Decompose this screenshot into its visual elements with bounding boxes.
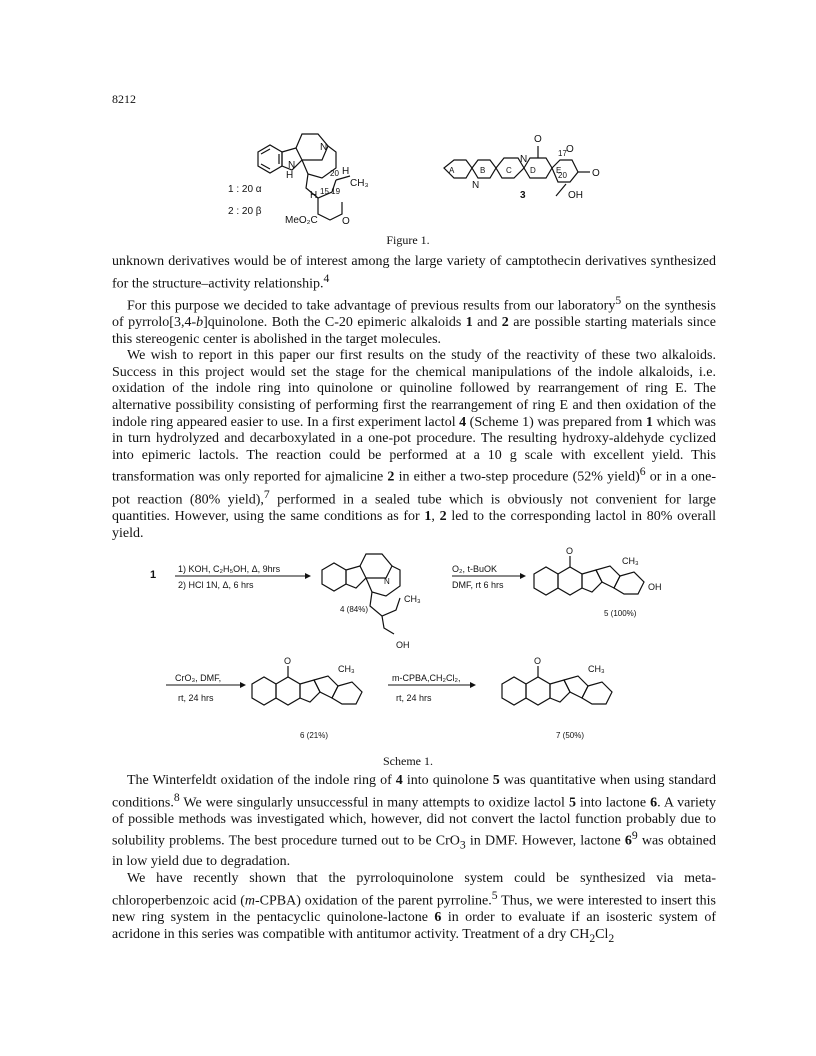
ring-label-d: D (530, 166, 536, 175)
label-n-b: N (472, 180, 480, 191)
label-h15: H (310, 190, 318, 201)
step3-reagents-b: rt, 24 hrs (178, 693, 214, 703)
label-ch3-7: CH₃ (588, 664, 605, 674)
label-compound-2: 2 : 20 β (228, 206, 262, 217)
step4-reagents-a: m-CPBA,CH₂Cl₂, (392, 673, 461, 683)
figure-1-structures (0, 126, 816, 248)
ring-label-b: B (480, 166, 486, 175)
ring-label-c: C (506, 166, 512, 175)
arrowhead-step3 (240, 682, 246, 688)
label-c20: 20 (330, 169, 339, 178)
label-oh-camp: OH (568, 190, 583, 201)
step1-reagents-b: 2) HCl 1N, Δ, 6 hrs (178, 580, 254, 590)
structure-4 (322, 554, 400, 634)
label-oh-5: OH (648, 582, 662, 592)
ring-label-a: A (449, 166, 455, 175)
scheme-caption: Scheme 1. (383, 754, 433, 768)
label-nh-n: N (288, 160, 296, 171)
figure-1 (0, 126, 816, 248)
label-c20-camp: 20 (558, 171, 567, 180)
label-ch3-4: CH₃ (404, 594, 421, 604)
label-nh-h: H (286, 170, 294, 181)
page-number: 8212 (112, 92, 136, 106)
paragraph: We have recently shown that the pyrroloquinolone system could be synthesized via meta-chloroperbenzoic acid (m-CPBA) oxidation of the parent pyrroline.$^5$ Thus, we were interested to insert this new ring system in the pentacyclic quinolone-lactone 6 in order to evaluate if an isosteric system of acridone in this series was compatible with antitumor activity. Treatment of a dry $CH_2Cl_2$ (112, 871, 717, 945)
paragraph: The Winterfeldt oxidation of the indole ring of 4 into quinolone 5 was quantitative when using standard conditions.$^8$ We were singularly unsuccessful in many attempts to oxidize lactol 5 into lactone 6. A variety of possible methods was investigated which, however, did not convert the lactol function probably due to solubility problems. The best procedure turned out to be CrO$_3$ in DMF. However, lactone $6^9$ was obtained in low yield due to degradation. (112, 773, 717, 870)
label-ch3-fig: CH₃ (350, 178, 369, 189)
label-meo2c: MeO₂C (285, 215, 318, 226)
label-c15-19: 15 19 (320, 187, 341, 196)
label-o-7: O (534, 656, 542, 666)
label-c17: 17 (558, 149, 567, 158)
step2-reagents-b: DMF, rt 6 hrs (452, 580, 504, 590)
arrowhead-step1 (305, 573, 311, 579)
step3-reagents-a: CrO₃, DMF, (175, 673, 222, 683)
step4-reagents-b: rt, 24 hrs (396, 693, 432, 703)
step1-reagents-a: 1) KOH, C₂H₅OH, Δ, 9hrs (178, 564, 281, 574)
ring-label-e: E (556, 166, 562, 175)
body-text-top (112, 254, 716, 542)
scheme-1-drawing (0, 546, 816, 760)
paragraph: For this purpose we decided to take advantage of previous results from our laboratory$^5$ on the synthesis of pyrrolo[3,4-b]quinolone. Both the C-20 epimeric alkaloids 1 and 2 are possible starting materials since this stereogenic center is abolished in the target molecules. (112, 293, 716, 347)
label-compound-3: 3 (520, 190, 526, 201)
label-n-ring: N (320, 142, 328, 153)
body-text-bottom (112, 773, 716, 947)
cmpd7-label: 7 (50%) (556, 731, 585, 740)
scheme-1 (0, 546, 816, 760)
scheme-start-1: 1 (150, 569, 157, 581)
label-o-ring: O (342, 216, 350, 227)
label-ch3-6: CH₃ (338, 664, 355, 674)
cmpd5-label: 5 (100%) (604, 609, 637, 618)
cmpd6-label: 6 (21%) (300, 731, 329, 740)
label-o-6: O (284, 656, 292, 666)
cmpd4-label: 4 (84%) (340, 605, 369, 614)
label-h20: H (342, 166, 350, 177)
label-oh-4: OH (396, 640, 410, 650)
figure-caption: Figure 1. (386, 233, 430, 247)
paragraph: We wish to report in this paper our first results on the study of the reactivity of these two alkaloids. Success in this project would set the stage for the chemical manipulations of the indole alkaloids, i.e. oxidation of the indole ring into quinolone or quinoline followed by rearrangement of ring E. The alternative possibility consisting of performing first the rearrangement of ring E and then oxidation of the indole ring appeared easier to use. In a first experiment lactol 4 (Scheme 1) was prepared from 1 which was in turn hydrolyzed and decarboxylated in a one-pot procedure. The resulting hydroxy-aldehyde cyclized into epimeric lactols. The reaction could be performed at a 10 g scale with excellent yield. This transformation was only reported for ajmalicine 2 in either a two-step procedure (52% yield)$^6$ or in a one-pot reaction (80% yield),$^7$ performed in a sealed tube which is obviously not convenient for large quantities. However, using the same conditions as for 1, 2 led to the corresponding lactol in 80% overall yield. (112, 348, 716, 541)
label-o-5: O (566, 546, 574, 556)
label-o-top: O (534, 134, 542, 145)
label-o-e: O (566, 144, 574, 155)
label-compound-1: 1 : 20 α (228, 184, 262, 195)
label-n-d: N (520, 154, 528, 165)
step2-reagents-a: O₂, t-BuOK (452, 564, 498, 574)
paragraph: unknown derivatives would be of interest among the large variety of camptothecin derivatives synthesized for the structure–activity relationship.$^4$ (112, 254, 716, 292)
arrowhead-step4 (470, 682, 476, 688)
label-o-lactone: O (592, 168, 600, 179)
arrowhead-step2 (520, 573, 526, 579)
label-n4: N (384, 577, 390, 586)
label-ch3-5: CH₃ (622, 556, 639, 566)
